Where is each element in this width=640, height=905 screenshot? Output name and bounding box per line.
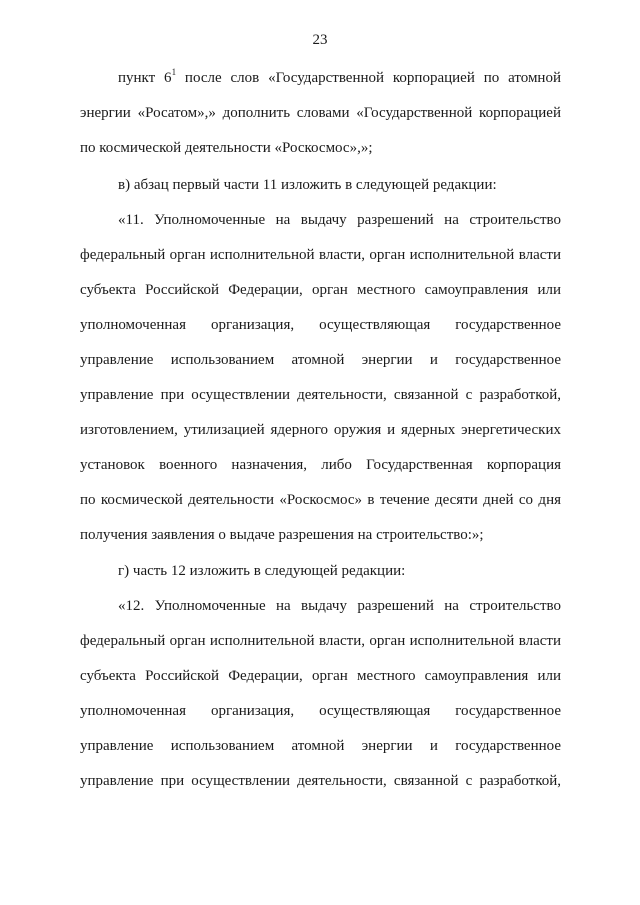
text-line: федеральный орган исполнительной власти, орган исполнительной власти [80, 247, 561, 263]
text-line: получения заявления о выдаче разрешения на строительство:»; [80, 527, 484, 543]
text-line: г) часть 12 изложить в следующей редакции: [118, 563, 406, 579]
text-line: по космической деятельности «Роскосмос»,»; [80, 140, 373, 156]
text-line: субъекта Российской Федерации, орган местного самоуправления или [80, 282, 561, 298]
text-line: в) абзац первый части 11 изложить в следующей редакции: [118, 177, 497, 193]
text-line [118, 68, 561, 88]
text-segment: после слов «Государственной корпорацией по атомной [176, 70, 561, 86]
text-line: управление при осуществлении деятельности, связанной с разработкой, [80, 773, 561, 789]
text-line: федеральный орган исполнительной власти, орган исполнительной власти [80, 633, 561, 649]
text-line: установок военного назначения, либо Государственная корпорация [80, 457, 561, 473]
page-number: 23 [312, 32, 328, 48]
text-line: «11. Уполномоченные на выдачу разрешений на строительство [118, 212, 561, 228]
text-line: «12. Уполномоченные на выдачу разрешений на строительство [118, 598, 561, 614]
text-line: управление при осуществлении деятельности, связанной с разработкой, [80, 387, 561, 403]
text-line: субъекта Российской Федерации, орган местного самоуправления или [80, 668, 561, 684]
text-line: уполномоченная организация, осуществляющая государственное [80, 703, 561, 719]
superscript: 1 [171, 67, 177, 77]
text-line: управление использованием атомной энергии и государственное [80, 738, 561, 754]
text-line: управление использованием атомной энергии и государственное [80, 352, 561, 368]
text-line: по космической деятельности «Роскосмос» в течение десяти дней со дня [80, 492, 561, 508]
text-line: изготовлением, утилизацией ядерного оружия и ядерных энергетических [80, 422, 561, 438]
text-segment: пункт 6 [118, 70, 172, 86]
text-line: уполномоченная организация, осуществляющая государственное [80, 317, 561, 333]
text-line: энергии «Росатом»,» дополнить словами «Государственной корпорацией [80, 105, 561, 121]
